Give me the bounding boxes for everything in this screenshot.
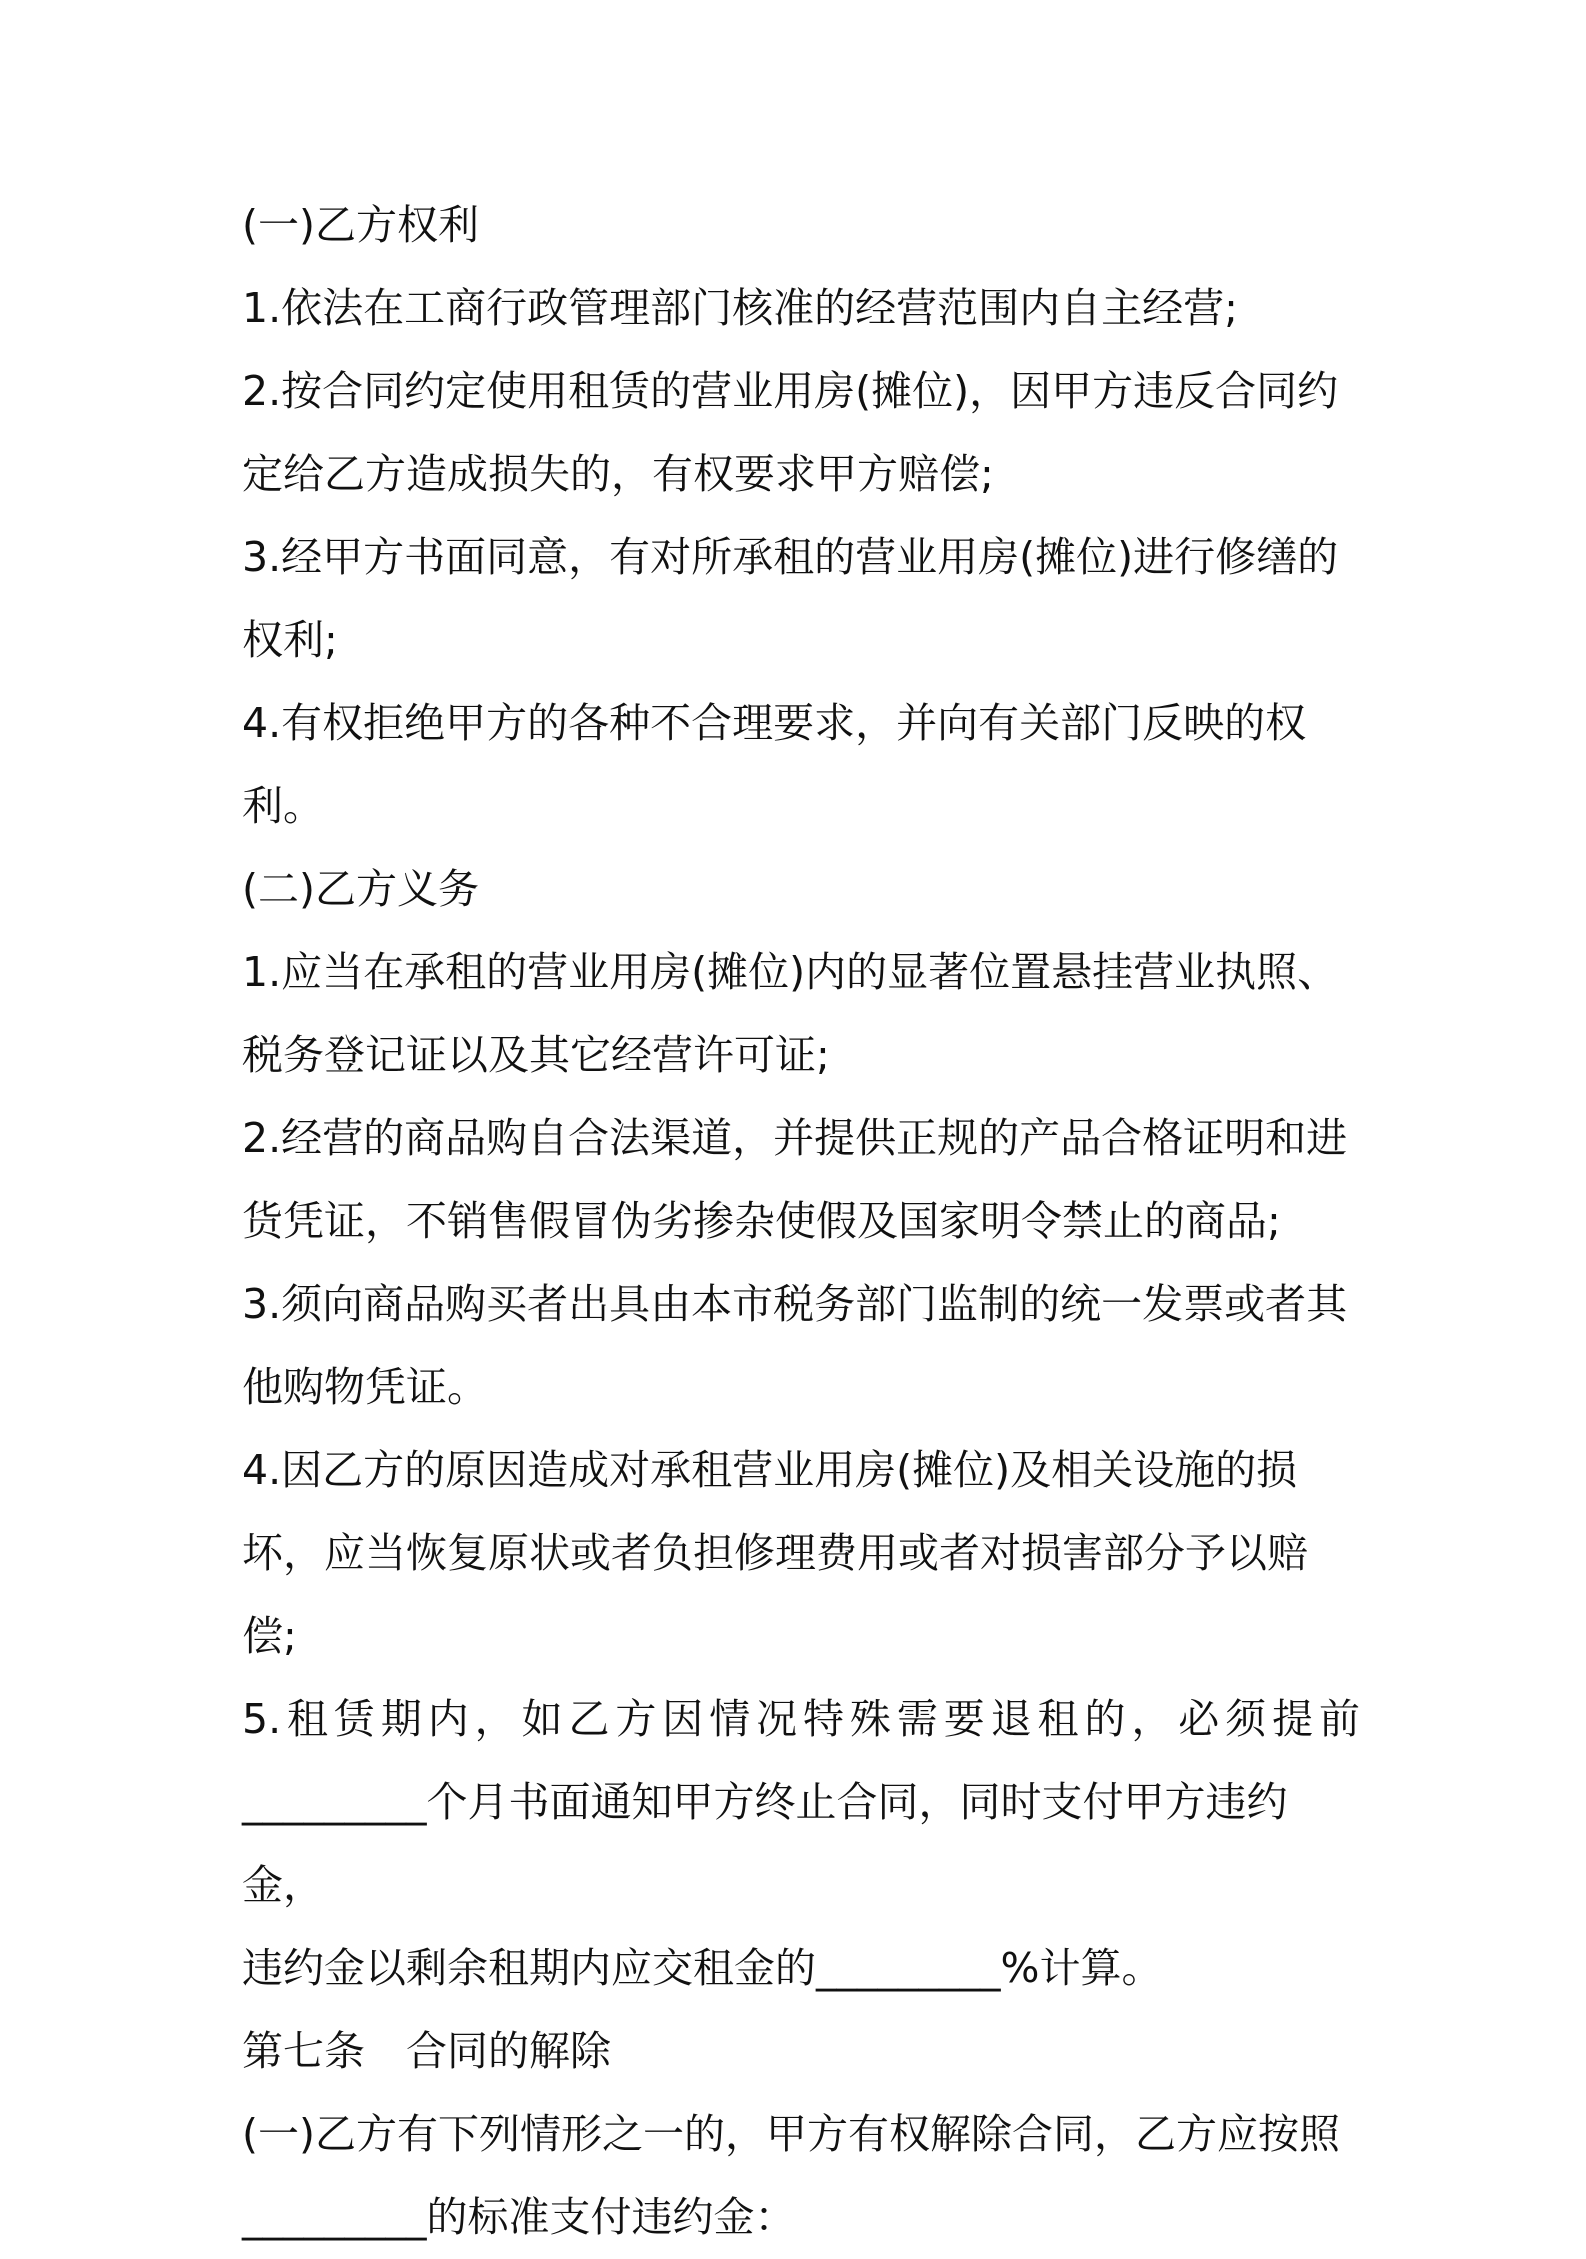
paragraph-obligations-3: 3.须向商品购买者出具由本市税务部门监制的统一发票或者其他购物凭证。 <box>242 1280 1348 1411</box>
paragraph-termination-1: (一)乙方有下列情形之一的，甲方有权解除合同，乙方应按照_________的标准支付违约金： <box>242 2110 1340 2241</box>
paragraph-obligations-5-line-3: 违约金以剩余租期内应交租金的_________%计算。 <box>242 1944 1163 1992</box>
paragraph-obligations-1: 1.应当在承租的营业用房(摊位)内的显著位置悬挂营业执照、税务登记证以及其它经营许可证; <box>242 948 1339 1079</box>
paragraph-obligations-5-line-2: _________个月书面通知甲方终止合同，同时支付甲方违约金， <box>242 1778 1288 1909</box>
paragraph-rights-2: 2.按合同约定使用租赁的营业用房(摊位)，因甲方违反合同约定给乙方造成损失的，有权要求甲方赔偿; <box>242 367 1339 498</box>
section-heading-tenant-obligations: (二)乙方义务 <box>242 865 479 913</box>
paragraph-rights-1: 1.依法在工商行政管理部门核准的经营范围内自主经营; <box>242 284 1238 332</box>
paragraph-obligations-4: 4.因乙方的原因造成对承租营业用房(摊位)及相关设施的损坏，应当恢复原状或者负担修理费用或者对损害部分予以赔偿; <box>242 1446 1308 1660</box>
paragraph-rights-3: 3.经甲方书面同意，有对所承租的营业用房(摊位)进行修缮的权利; <box>242 533 1339 664</box>
paragraph-rights-4: 4.有权拒绝甲方的各种不合理要求，并向有关部门反映的权利。 <box>242 699 1307 830</box>
section-heading-tenant-rights: (一)乙方权利 <box>242 201 479 249</box>
paragraph-obligations-5-line-1: 5.租赁期内，如乙方因情况特殊需要退租的，必须提前 <box>242 1695 1360 1743</box>
article-seven-heading: 第七条 合同的解除 <box>242 2027 611 2075</box>
paragraph-obligations-2: 2.经营的商品购自合法渠道，并提供正规的产品合格证明和进货凭证，不销售假冒伪劣掺杂使假及国家明令禁止的商品; <box>242 1114 1348 1245</box>
document-body <box>242 184 1360 2259</box>
